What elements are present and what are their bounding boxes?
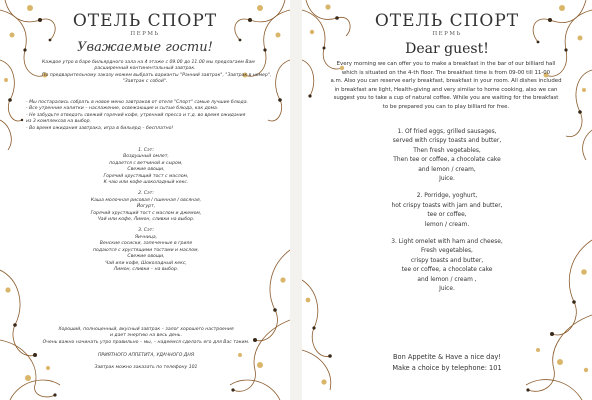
footer-line: Bon Appetite & Have a nice day!	[393, 353, 501, 361]
note-item: - Во время ожидания завтрака, игра в бильярд – бесплатно!	[26, 125, 174, 131]
menu-line: Then fresh vegetables,	[413, 147, 481, 154]
intro-line: "Завтрак с собой".	[122, 79, 168, 85]
menu-line: 3. Light omelet with ham and cheese,	[391, 239, 503, 246]
menu-line: Чай или кофе, Лимон, сливки на выбор.	[97, 217, 195, 223]
intro-line: расширенный континентальный завтрак.	[94, 66, 196, 72]
breakfast-menu	[342, 128, 552, 303]
menu-line: подаются с хрустящими тостами и маслом,	[93, 247, 199, 253]
footer-line: и дает энергию на весь день.	[109, 333, 183, 339]
menu-line: К чаю или кофе шоколадный кекс.	[103, 180, 189, 186]
intro-line: Каждое утро в баре бильярдного зала на 4 этаже с 09.00 до 11.00 мы предлагаем Вам	[42, 60, 255, 65]
menu-line: Йогурт,	[136, 204, 156, 210]
hotel-logo	[0, 13, 290, 37]
intro-line: a.m. Also you can reserve early breakfast, breakfast in your room. All dishes included	[330, 78, 562, 85]
menu-line: 2. Porridge, yoghurt,	[416, 193, 478, 200]
logo-text: ОТЕЛЬ СПОРТ	[374, 11, 520, 31]
intro-paragraph	[318, 60, 574, 112]
menu-line: hot crispy toasts with jam and butter,	[391, 202, 503, 209]
menu-line: tee or coffee, a chocolate cake	[401, 267, 493, 274]
footer-line: Make a choice by telephone: 101	[392, 364, 502, 372]
menu-line: Горячий хрустящий тост с маслом и джемом,	[90, 210, 202, 216]
menu-line: Чай или кофе, Шоколадный кекс,	[105, 260, 187, 266]
intro-paragraph	[42, 60, 272, 86]
menu-line: Свежие овощи,	[127, 167, 165, 173]
menu-line: and lemon / cream ,	[417, 276, 477, 283]
note-item: из 3 комплексов на выбор.	[26, 119, 91, 125]
intro-line: Every morning we can offer you to make a breakfast in the bar of our billiard hall	[336, 61, 556, 67]
intro-line: suggest you to take a cup of natural coffee. While you are waiting for the breakfast	[333, 95, 559, 102]
menu-line: Fresh vegetables,	[421, 248, 473, 255]
intro-line: in breakfast are light, Health-giving and very similar to home cooking, also we can	[334, 86, 558, 93]
intro-line: По предварительному заказу можем выбрать варианты "Ранний завтрак", "Завтрак в номер",	[42, 72, 272, 78]
footer-line: Завтрак можно заказать по телефону 101	[94, 365, 198, 371]
menu-line: Juice.	[439, 176, 455, 183]
footer-line: Хороший, полноценный, вкусный завтрак – залог хорошего настроения	[58, 327, 234, 332]
intro-line: to be prepared you can to play billiard for free.	[382, 103, 510, 110]
page-gap	[290, 0, 302, 400]
menu-line: Горячий хрустящий тост с маслом,	[103, 173, 189, 179]
footer-line: ПРИЯТНОГО АППЕТИТА, УДАЧНОГО ДНЯ	[97, 352, 195, 358]
note-item: - Не забудьте отведать свежий горячий кофе, утренний пресса и т.д. во время ожидания	[26, 112, 246, 118]
menu-line: lemon / cream.	[424, 221, 470, 228]
menu-line: Венские сосиски, запеченные в гриле	[99, 241, 193, 247]
footer-text	[36, 327, 256, 372]
menu-set-2	[62, 191, 230, 223]
page-title: Dear guest!	[405, 41, 489, 57]
breakfast-menu	[62, 148, 230, 278]
menu-line: Лимон, сливки – на выбор.	[113, 266, 179, 272]
menu-page-russian	[0, 0, 290, 400]
menu-line: Свежие овощи,	[127, 254, 165, 260]
note-item: - Мы постарались собрать в новое меню завтраков от отеля "Спорт" самые лучшие блюда.	[26, 100, 248, 105]
hotel-logo	[302, 13, 592, 37]
menu-line: 1. Сэт:	[138, 148, 154, 153]
logo-city: ПЕРМЬ	[432, 31, 462, 37]
footer-text	[332, 352, 562, 374]
menu-set-2	[342, 192, 552, 230]
menu-line: Juice.	[439, 286, 455, 293]
menu-line: 1. Of fried eggs, grilled sausages,	[397, 129, 497, 135]
intro-line: which is situated on the 4-th floor. The breakfast time is from 09-00 till 11-00	[341, 69, 551, 76]
menu-set-1	[342, 128, 552, 184]
menu-line: crispy toasts and butter,	[410, 257, 484, 264]
page-title: Уважаемые гости!	[77, 40, 213, 55]
menu-set-1	[62, 148, 230, 186]
menu-line: Then tee or coffee, a chocolate cake	[393, 157, 501, 164]
menu-line: tee or coffee,	[427, 212, 467, 219]
menu-line: подается с ветчиной и сыром,	[109, 160, 183, 166]
menu-line: served with crispy toasts and butter,	[392, 138, 502, 145]
logo-city: ПЕРМЬ	[130, 31, 160, 37]
menu-line: Воздушный омлет,	[123, 154, 169, 160]
menu-line: and lemon / cream,	[418, 166, 476, 173]
menu-page-english	[302, 0, 592, 400]
menu-line: 3. Сэт:	[138, 228, 154, 234]
menu-line: Каша молочная рисовая / пшенная / овсяная,	[90, 197, 202, 203]
menu-line: Яичница,	[134, 234, 158, 240]
footer-line: Очень важно начинать утро правильно – мы, – надеемся сделать его для Вас таким.	[42, 339, 250, 345]
menu-line: 2. Сэт:	[138, 191, 154, 197]
menu-set-3	[62, 228, 230, 273]
logo-text: ОТЕЛЬ СПОРТ	[72, 11, 218, 31]
note-item: - Все утренние напитки – наслажение, освежающие и сытые блюда, как дома.	[26, 106, 219, 112]
menu-set-3	[342, 238, 552, 294]
notes-list	[26, 100, 261, 132]
